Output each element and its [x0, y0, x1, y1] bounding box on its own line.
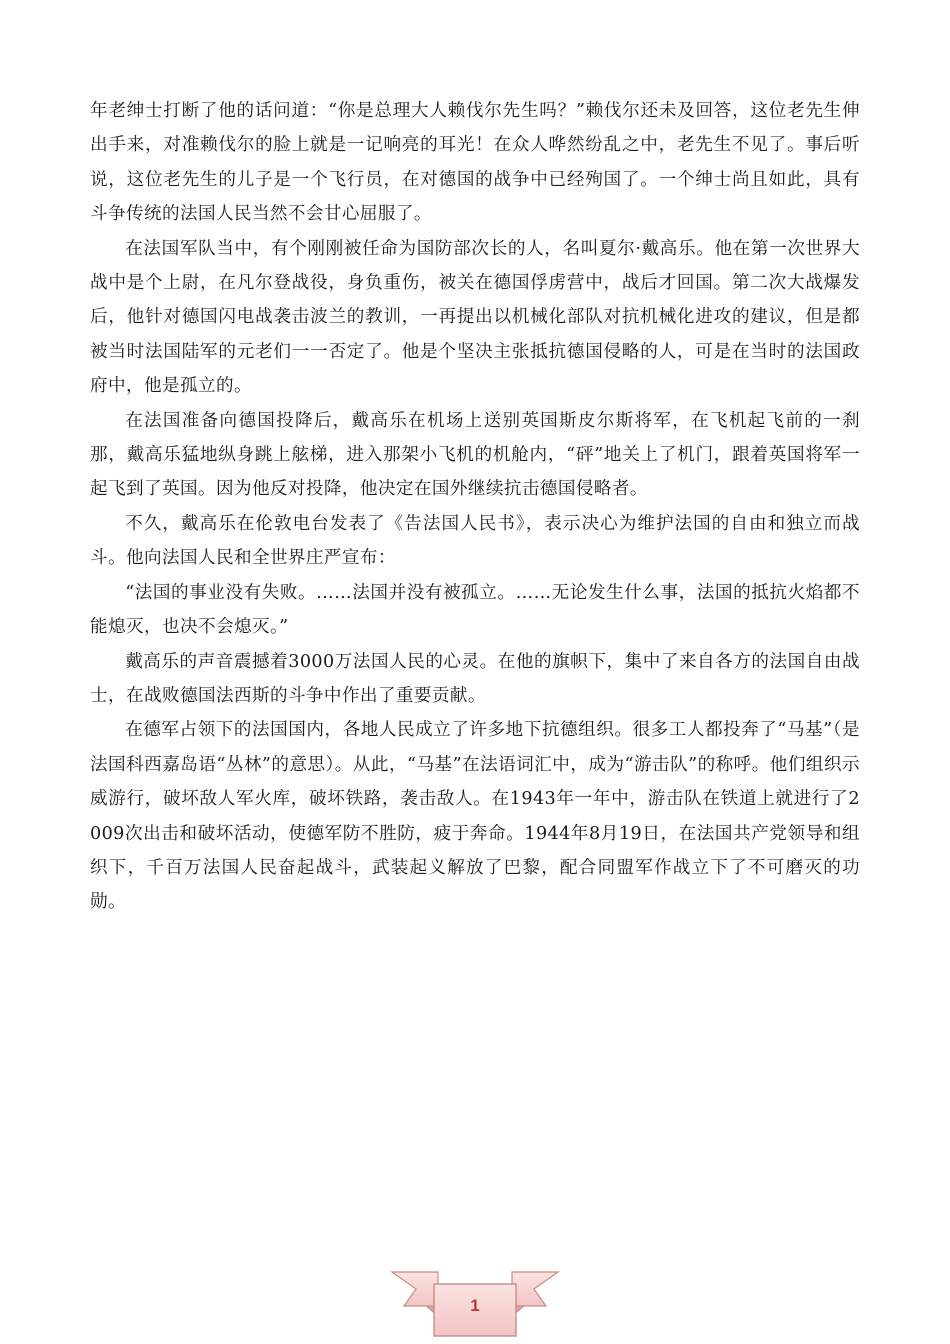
quote-paragraph: “法国的事业没有失败。……法国并没有被孤立。……无论发生什么事，法国的抵抗火焰都不能熄灭，也决不会熄灭。” [90, 582, 860, 638]
paragraph-4: 不久，戴高乐在伦敦电台发表了《告法国人民书》，表示决心为维护法国的自由和独立而战斗。他向法国人民和全世界庄严宣布： [90, 513, 860, 569]
document-body [90, 94, 860, 920]
paragraph-6: 戴高乐的声音震撼着3000万法国人民的心灵。在他的旗帜下，集中了来自各方的法国自由战士，在战败德国法西斯的斗争中作出了重要贡献。 [90, 651, 860, 706]
paragraph-2: 在法国军队当中，有个刚刚被任命为国防部次长的人，名叫夏尔·戴高乐。他在第一次世界大战中是个上尉，在凡尔登战役，身负重伤，被关在德国俘虏营中，战后才回国。第二次大战爆发后，他针对德国闪电战袭击波兰的教训，一再提出以机械化部队对抗机械化进攻的建议，但是都被当时法国陆军的元老们一一否定了。他是个坚决主张抵抗德国侵略的人，可是在当时的法国政府中，他是孤立的。 [90, 238, 860, 397]
paragraph-7: 在德军占领下的法国国内，各地人民成立了许多地下抗德组织。很多工人都投奔了“马基”（是法国科西嘉岛语“丛林”的意思）。从此，“马基”在法语词汇中，成为“游击队”的称呼。他们组织示威游行，破坏敌人军火库，破坏铁路，袭击敌人。在1943年一年中，游击队在铁道上就进行了2009次出击和破坏活动，使德军防不胜防，疲于奔命。1944年8月19日，在法国共产党领导和组织下，千百万法国人民奋起战斗，武装起义解放了巴黎，配合同盟军作战立下了不可磨灭的功勋。 [90, 720, 860, 913]
page-footer [390, 1266, 560, 1340]
page-number: 1 [470, 1296, 480, 1315]
paragraph-3: 在法国准备向德国投降后，戴高乐在机场上送别英国斯皮尔斯将军，在飞机起飞前的一刹那，戴高乐猛地纵身跳上舷梯，进入那架小飞机的机舱内，“砰”地关上了机门，跟着英国将军一起飞到了英国。因为他反对投降，他决定在国外继续抗击德国侵略者。 [90, 410, 860, 500]
paragraph-1: 年老绅士打断了他的话问道：“你是总理大人赖伐尔先生吗？”赖伐尔还未及回答，这位老先生伸出手来，对准赖伐尔的脸上就是一记响亮的耳光！在众人哗然纷乱之中，老先生不见了。事后听说，这位老先生的儿子是一个飞行员，在对德国的战争中已经殉国了。一个绅士尚且如此，具有斗争传统的法国人民当然不会甘心屈服了。 [90, 101, 860, 225]
